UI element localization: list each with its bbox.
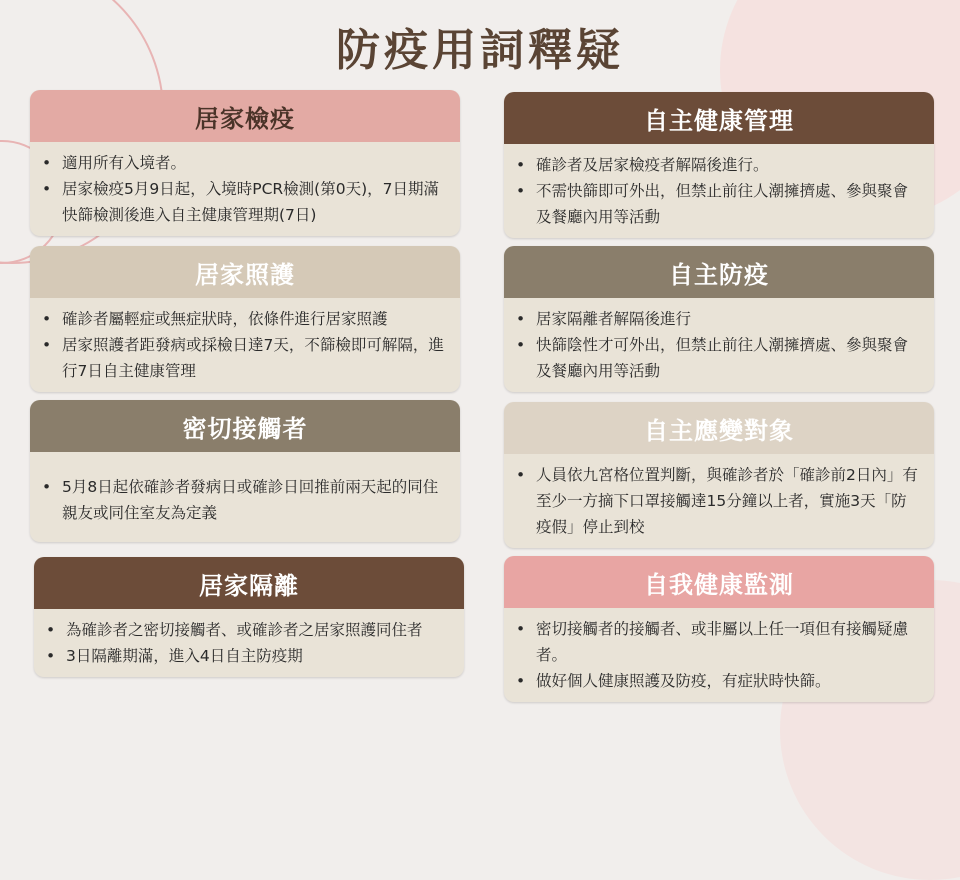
list-item: • 密切接觸者的接觸者、或非屬以上任一項但有接觸疑慮者。 bbox=[536, 616, 918, 668]
card-heading: 自主健康管理 bbox=[504, 92, 934, 144]
list-item: • 確診者屬輕症或無症狀時，依條件進行居家照護 bbox=[62, 306, 444, 332]
card-self-health-management bbox=[504, 92, 934, 238]
list-item: • 5月8日起依確診者發病日或確診日回推前兩天起的同住親友或同住室友為定義 bbox=[62, 474, 444, 526]
list-item: • 居家隔離者解隔後進行 bbox=[536, 306, 918, 332]
card-list bbox=[504, 454, 934, 548]
card-heading: 居家照護 bbox=[30, 246, 460, 298]
card-home-isolation bbox=[34, 557, 464, 677]
card-heading: 自主應變對象 bbox=[504, 402, 934, 454]
list-item: • 3日隔離期滿，進入4日自主防疫期 bbox=[66, 643, 448, 669]
card-home-care bbox=[30, 246, 460, 392]
list-item: • 為確診者之密切接觸者、或確診者之居家照護同住者 bbox=[66, 617, 448, 643]
card-heading: 密切接觸者 bbox=[30, 400, 460, 452]
list-item: • 適用所有入境者。 bbox=[62, 150, 444, 176]
list-item: • 確診者及居家檢疫者解隔後進行。 bbox=[536, 152, 918, 178]
card-list bbox=[30, 298, 460, 392]
card-heading: 居家隔離 bbox=[34, 557, 464, 609]
card-list bbox=[504, 298, 934, 392]
card-list bbox=[30, 142, 460, 236]
card-self-prevention bbox=[504, 246, 934, 392]
list-item: • 快篩陰性才可外出，但禁止前往人潮擁擠處、參與聚會及餐廳內用等活動 bbox=[536, 332, 918, 384]
list-item: • 人員依九宮格位置判斷，與確診者於「確診前2日內」有至少一方摘下口罩接觸達15分鐘以上者，實施3天「防疫假」停止到校 bbox=[536, 462, 918, 540]
card-heading: 自主防疫 bbox=[504, 246, 934, 298]
card-close-contact bbox=[30, 400, 460, 542]
card-home-quarantine bbox=[30, 90, 460, 236]
card-list bbox=[34, 609, 464, 677]
list-item: • 做好個人健康照護及防疫，有症狀時快篩。 bbox=[536, 668, 918, 694]
page-title: 防疫用詞釋疑 bbox=[336, 25, 624, 76]
list-item: • 居家照護者距發病或採檢日達7天，不篩檢即可解隔，進行7日自主健康管理 bbox=[62, 332, 444, 384]
card-self-health-monitoring bbox=[504, 556, 934, 702]
card-self-response-target bbox=[504, 402, 934, 548]
card-heading: 居家檢疫 bbox=[30, 90, 460, 142]
card-list bbox=[504, 144, 934, 238]
list-item: • 居家檢疫5月9日起，入境時PCR檢測(第0天)，7日期滿快篩檢測後進入自主健康管理期(7日) bbox=[62, 176, 444, 228]
list-item: • 不需快篩即可外出，但禁止前往人潮擁擠處、參與聚會及餐廳內用等活動 bbox=[536, 178, 918, 230]
card-list bbox=[30, 452, 460, 542]
card-list bbox=[504, 608, 934, 702]
card-heading: 自我健康監測 bbox=[504, 556, 934, 608]
